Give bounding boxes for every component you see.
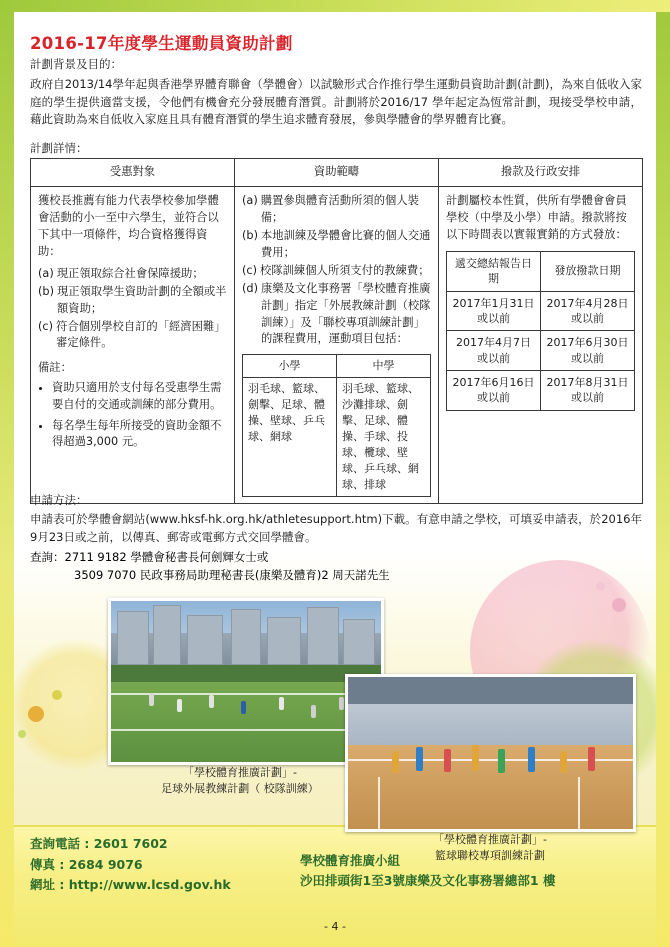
photo-player [472, 745, 479, 771]
beneficiary-lead: 獲校長推薦有能力代表學校參加學體會活動的小一至中六學生，並符合以下其中一項條件，均合資格獲得資助： [38, 193, 219, 258]
photo-basketball-training [345, 674, 636, 832]
intro-heading: 計劃背景及目的： [30, 57, 122, 71]
photo-player [444, 749, 451, 772]
footer-website[interactable]: 網址 : http://www.lcsd.gov.hk [30, 876, 231, 892]
scope-item [242, 193, 431, 227]
enquiry-section [30, 548, 642, 585]
note-label: 備註： [38, 361, 72, 375]
photo-player [392, 751, 399, 773]
photo-caption-football [90, 765, 390, 797]
photo-player [416, 747, 423, 771]
item-marker: (b) [38, 284, 54, 298]
photo-player [241, 701, 246, 714]
application-section [30, 492, 642, 546]
caption-line-1: 「學校體育推廣計劃」- [433, 833, 547, 846]
scheme-details-table [30, 158, 643, 504]
beneficiary-item [38, 284, 227, 318]
caption-line-2: 籃球聯校專項訓練計劃 [435, 848, 545, 862]
caption-line-2: 足球外展教練計劃（ 校隊訓練） [161, 781, 319, 795]
funding-lead [446, 193, 635, 244]
dates-header-row [447, 251, 635, 291]
photo-building [231, 609, 261, 665]
table-row [447, 371, 635, 411]
item-text: 現正領取學生資助計劃的全額或半額資助； [57, 284, 227, 315]
item-text: 符合個別學校自訂的「經濟困難」審定條件。 [56, 319, 226, 350]
photo-player [498, 749, 505, 773]
table-header-scope: 資助範疇 [235, 159, 439, 187]
footer-contact [30, 834, 231, 895]
caption-line-1: 「學校體育推廣計劃」- [183, 766, 297, 779]
cell-funding [439, 186, 643, 503]
photo-building [187, 615, 223, 665]
item-marker: (d) [242, 281, 258, 295]
table-row [447, 291, 635, 331]
item-text: 現正領取綜合社會保障援助； [56, 266, 204, 280]
photo-player [279, 697, 284, 710]
page-title: 2016-17年度學生運動員資助計劃 [30, 34, 293, 53]
photo-building [343, 619, 375, 665]
item-marker: (a) [38, 266, 54, 280]
sports-header-secondary: 中學 [337, 355, 431, 378]
note-list [38, 380, 227, 451]
footer-org-address: 沙田排頭街1至3號康樂及文化事務署總部1 樓 [300, 872, 556, 888]
photo-building [153, 605, 181, 665]
enquiry-line-1: 查詢：2711 9182 學體會秘書長何劍輝女士或 [30, 550, 269, 564]
sports-row [243, 378, 431, 497]
sports-primary-list: 羽毛球、籃球、劍擊、足球、體操、壁球、乒乓球、網球 [243, 378, 337, 497]
item-text: 康樂及文化事務署「學校體育推廣計劃」指定「外展教練計劃（校隊訓練）」及「聯校專項訓練計劃」的課程費用，運動項目包括： [261, 281, 431, 346]
table-row [31, 186, 643, 503]
photo-building [307, 607, 339, 665]
payment-date: 2017年8月31日或以前 [541, 371, 635, 411]
item-marker: (c) [38, 319, 54, 333]
scope-item [242, 263, 431, 280]
scope-item [242, 228, 431, 262]
item-marker: (c) [242, 263, 258, 277]
application-text: 申請表可於學體會網站(www.hksf-hk.org.hk/athletesupport.htm)下載。有意申請之學校，可填妥申請表，於2016年9月23日或之前，以傳真、郵寄或電郵方式交回學體會。 [30, 511, 642, 544]
funding-lead-text: 計劃屬校本性質，供所有學體會會員學校（中學及小學）申請。撥款將按以下時間表以實報實銷的方式發放： [446, 193, 627, 241]
dates-header-report: 遞交總結報告日期 [447, 251, 541, 291]
item-marker: (b) [242, 228, 258, 242]
report-date: 2017年6月16日或以前 [447, 371, 541, 411]
photo-player [177, 699, 182, 712]
item-text: 本地訓練及學體會比賽的個人交通費用； [261, 228, 431, 259]
table-header-row [31, 159, 643, 187]
photo-building [267, 617, 301, 665]
item-marker: (a) [242, 193, 258, 207]
sports-header-primary: 小學 [243, 355, 337, 378]
sports-list-table [242, 354, 431, 497]
footer-phone: 查詢電話 : 2601 7602 [30, 836, 168, 852]
report-date: 2017年1月31日或以前 [447, 291, 541, 331]
photo-building [117, 611, 149, 665]
table-header-beneficiary: 受惠對象 [31, 159, 235, 187]
report-date: 2017年4月7日或以前 [447, 331, 541, 371]
photo-player [209, 695, 214, 708]
table-row [447, 331, 635, 371]
scope-item [242, 281, 431, 349]
photo-player [149, 693, 154, 706]
photo-player [311, 705, 316, 718]
sports-header-row [243, 355, 431, 378]
cell-beneficiary [31, 186, 235, 503]
footer-org-name: 學校體育推廣小組 [300, 852, 401, 868]
photo-gym-upper [348, 677, 633, 704]
application-heading: 申請方法： [30, 493, 88, 507]
photo-player [588, 747, 595, 771]
photo-player [528, 747, 535, 772]
beneficiary-item [38, 266, 227, 283]
photo-court-line [578, 777, 580, 829]
payment-date: 2017年6月30日或以前 [541, 331, 635, 371]
note-item: • 資助只適用於支付每名受惠學生需要自付的交通或訓練的部分費用。 [52, 380, 227, 413]
footer-fax: 傳真 : 2684 9076 [30, 856, 143, 872]
photo-player [560, 751, 567, 773]
intro-paragraph: 政府自2013/14學年起與香港學界體育聯會（學體會）以試驗形式合作推行學生運動員資助計劃(計劃)，為來自低收入家庭的學生提供適當支援，令他們有機會充分發展體育潛質。計劃將於2016/17 學年起定為恆常計劃，現接受學校申請，藉此資助為來自低收入家庭且具有體育潛質的學生追求體育發展，參與學體會的學界體育比賽。 [30, 76, 642, 127]
item-text: 購置參與體育活動所須的個人裝備； [260, 193, 419, 224]
photo-field-line [111, 729, 381, 731]
dates-header-payment: 發放撥款日期 [541, 251, 635, 291]
cell-scope [235, 186, 439, 503]
photo-football-training [108, 598, 384, 765]
footer-organisation [300, 851, 555, 892]
photo-player [339, 697, 344, 710]
funding-dates-table [446, 251, 635, 411]
enquiry-line-2: 3509 7070 民政事務局助理秘書長(康樂及體育)2 周天諾先生 [74, 568, 390, 583]
beneficiary-item [38, 319, 227, 353]
detail-label: 計劃詳情： [30, 141, 88, 155]
page-number: - 4 - [324, 920, 346, 933]
item-text: 校隊訓練個人所須支付的教練費； [260, 263, 430, 277]
intro-section [30, 56, 642, 129]
note-item: • 每名學生每年所接受的資助金額不得超過3,000 元。 [52, 418, 227, 451]
table-header-funding: 撥款及行政安排 [439, 159, 643, 187]
sports-secondary-list: 羽毛球、籃球、沙灘排球、劍擊、足球、體操、手球、投球、欖球、壁球、乒乓球、網球、排球 [337, 378, 431, 497]
payment-date: 2017年4月28日或以前 [541, 291, 635, 331]
